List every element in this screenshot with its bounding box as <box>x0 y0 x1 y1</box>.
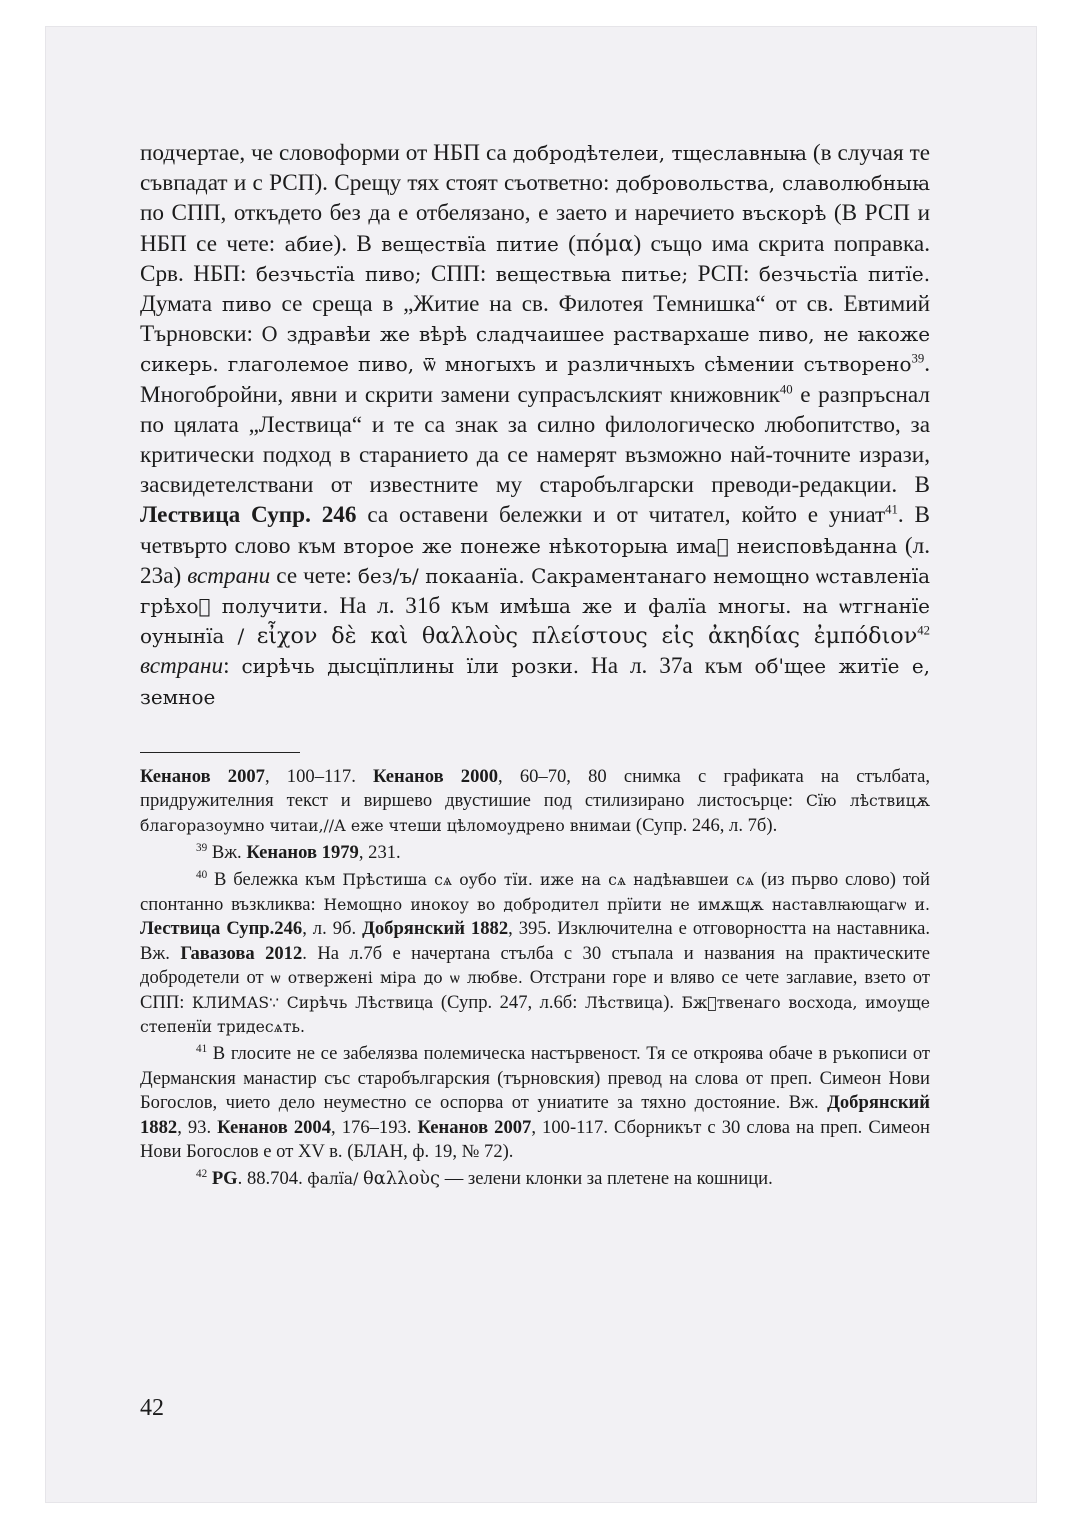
footnote-ref-42: 42 <box>917 623 930 638</box>
footnote-39: $^{39}$ Вж. Кенанов 1979, 231. <box>196 841 401 864</box>
footnote-42: $^{42}$ PG. 88.704. фалїа/ θαλλοὺς — зелени клонки за плетене на кошници. <box>196 1168 773 1190</box>
footnote-separator <box>140 752 300 753</box>
footnote-38: Кенанов 2007, 100–117. Кенанов 2000, 60–70, 80 снимка с графиката на стълбата, придружителния текст и виршево двустишие под стилизирано листосърце: Сїю лѣствицѫ благоразоумно читаи,//А еже чтеши цѣломоудрено внимаи (Супр. 246, л. 7б). <box>140 765 930 836</box>
footnotes <box>140 765 930 1192</box>
footnote-ref-41: 41 <box>885 502 898 517</box>
page-number: 42 <box>140 1395 164 1421</box>
footnote-ref-40: 40 <box>779 381 793 396</box>
main-text <box>140 138 930 712</box>
footnote-ref-39: 39 <box>911 351 925 366</box>
footnote-41: $^{41}$ В глосите не се забелязва полемическа настървеност. Тя се откроява обаче в ръкописи от Дерманския манастир със старобългарския (търновския) превод на слова от преп. Симеон Нови Богослов, чието дело неуместно се оспорва от униатите за тяхно достояние. Вж. Добрянский 1882, 93. Кенанов 2004, 176–193. Кенанов 2007, 100-117. Сборникът с 30 слова на преп. Симеон Нови Богослов е от XV в. (БЛАН, ф. 19, № 72). <box>140 1043 930 1162</box>
page-content <box>140 138 930 1192</box>
body-paragraph: подчертае, че словоформи от НБП са добродѣтелеи, тщеславныꙗ (в случая те съвпадат и с РСП). Срещу тях стоят съответно: добровольства, славолюбныꙗ по СПП, откъдето без да е отбелязано, е заето и наречието въскорѣ (В РСП и НБП се чете: абие). В веществїа питие (πόμα) също има скрита поправка. Срв. НБП: безчьстїа пиво; СПП: веществьꙗ питье; РСП: безчьстїа питїе. Думата пиво се среща в „Житие на св. Филотея Темнишка“ от св. Евтимий Търновски: О здравѣи же вѣрѣ сладчаишее раствархаше пиво, не ꙗкоже сикерь. глаголемое пиво, ѿ многыхъ и различныхъ сѣмении сътворено$^{39}$. Многобройни, явни и скрити замени супрасълският книжовник$^{40}$ е разпръснал по цялата „Лествица“ и те са знак за силно филологическо любопитство, за критически подход в старанието да се намерят възможно най-точните изрази, засвидетелствани от известните му старобългарски преводи-редакции. В Лествица Супр. 246 са оставени бележки и от читател, който е униат$^{41}$. В четвърто слово към второе же понеже нѣкоторыꙗ имаⷮ неисповѣданна (л. 23а) встрани се чете: без/ъ/ покаанїа. Сакраментанаго немощно ѡставленїа грѣхоⷯ получити. На л. 31б към имѣша же и фалїа многы. на ѡтгнанїе оунынїа / εἶχον δὲ καὶ θαλλοὺς πλείστους εἰς ἀκηδίας ἐμπόδιον$^{42}$ встрани: сирѣчь дысцїплины їли розки. На л. 37а към об'щее житїе е, земное <box>140 140 931 709</box>
footnote-40: $^{40}$ В бележка към Прѣстиша сѧ оубо тїи. иже на сѧ надѣꙗвшеи сѧ (из първо слово) той спонтанно възкликва: Немощно инокоу во добродител прїити не имѫщѫ наставлꙗющагѡ и. Лествица Супр.246, л. 9б. Добрянский 1882, 395. Изключителна е отговорността на наставника. Вж. Гавазова 2012. На л.7б е начертана стълба с 30 стъпала и названия на практическите добродетели от ѡ отвержені міра до ѡ любве. Отстрани горе и вляво се чете заглавие, взето от СПП: КЛИМАЅ∵ Сирѣчь Лѣствица (Супр. 247, л.6б: Лѣствица). Бжⷭтвенаго восхода, имоуще степенїи тридесѧть. <box>140 869 931 1036</box>
